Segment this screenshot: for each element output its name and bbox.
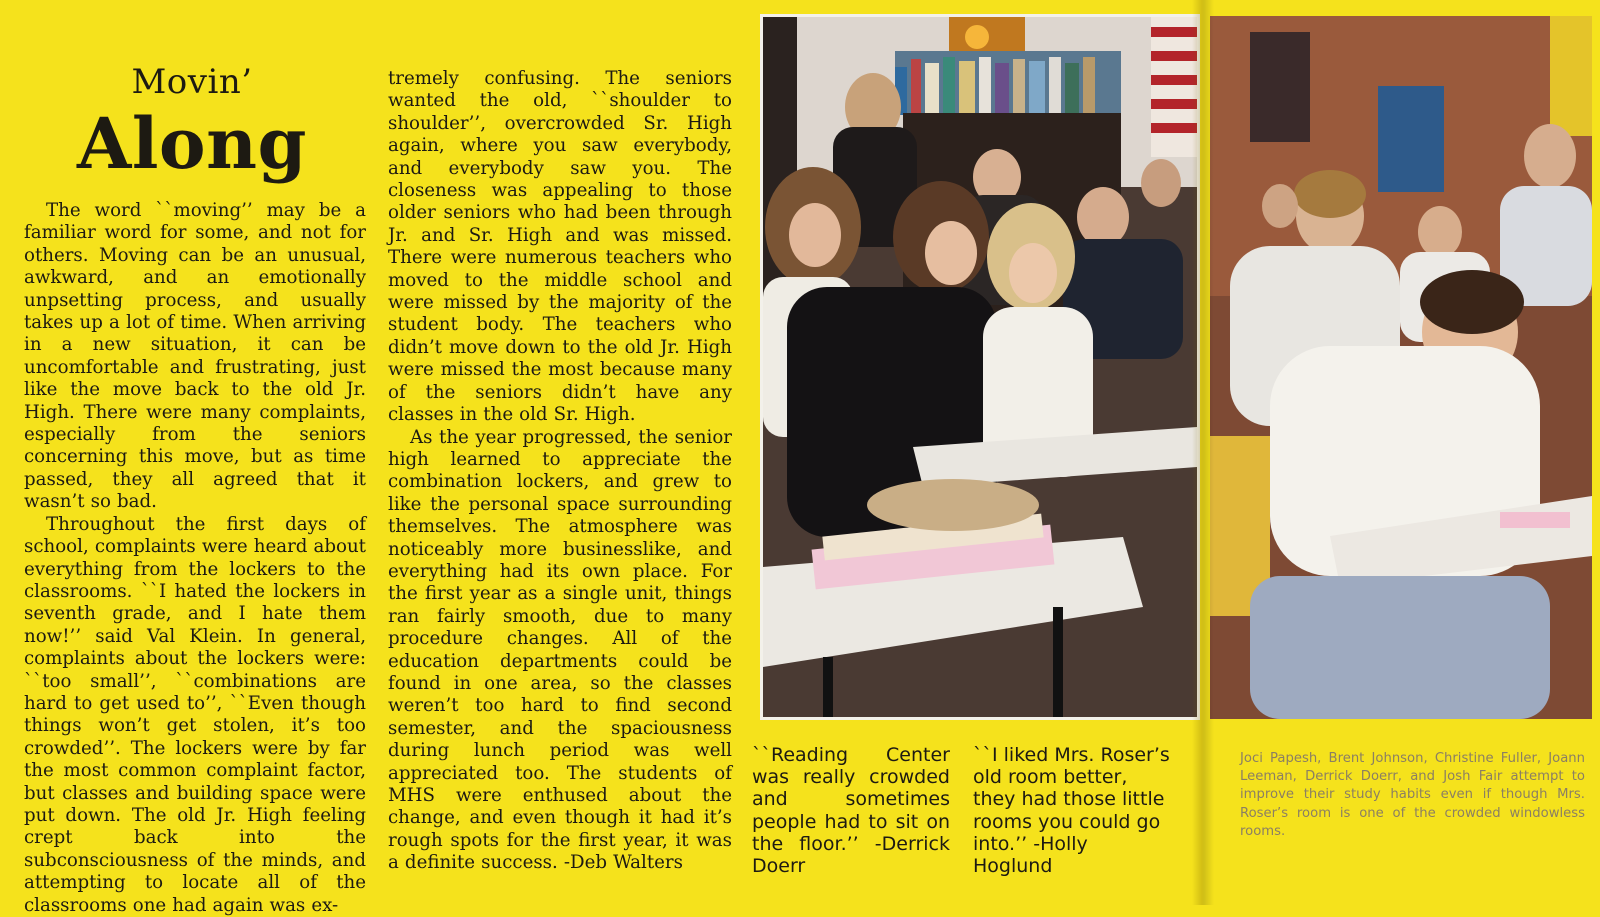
classroom-photo-right <box>1210 16 1592 719</box>
student-quote-2: ``I liked Mrs. Roser’s old room better, they had those little rooms you could go into.’’ -Holly Hoglund <box>973 744 1170 878</box>
page-gutter <box>1192 0 1214 905</box>
article-paragraph: The word ``moving’’ may be a familiar word for some, and not for others. Moving can be an unusual, awkward, and an emotionally unpsetting process, and usually takes up a lot of time. When arriving in a new situation, it can be uncomfortable and frustrating, just like the move back to the old Jr. High. There were many complaints, especially from the seniors concerning this move, but as time passed, they all agreed that it wasn’t so bad. <box>24 200 366 513</box>
article-paragraph: As the year progressed, the senior high learned to appreciate the combination lockers, and grew to like the personal space surrounding themselves. The atmosphere was noticeably more businesslike, and everything had its own place. For the first year as a single unit, things ran fairly smooth, due to many procedure changes. All of the education departments could be found in one area, so the classes weren’t too hard to find second semester, and the spaciousness during lunch period was well appreciated too. The students of MHS were enthused about the change, and even though it had it’s rough spots for the first year, it was a definite success. -Deb Walters <box>388 426 732 874</box>
photo-caption: Joci Papesh, Brent Johnson, Christine Fuller, Joann Leeman, Derrick Doerr, and Josh Fair attempt to improve their study habits even if though Mrs. Roser’s room is one of the crowded windowless rooms. <box>1240 751 1585 839</box>
article-paragraph: Throughout the first days of school, complaints were heard about everything from the lockers to the classrooms. ``I hated the lockers in seventh grade, and I hate them now!’’ said Val Klein. In general, complaints about the lockers were: ``too small’’, ``combinations are hard to get used to’’, ``Even though things won’t get stolen, it’s too crowded’’. The lockers were by far the most common complaint factor, but classes and building space were put down. The old Jr. High feeling crept back into the subconsciousness of the minds, and attempting to locate all of the classrooms one had again was ex- <box>24 513 366 916</box>
article-column-1 <box>24 200 366 917</box>
article-paragraph: tremely confusing. The seniors wanted the old, ``shoulder to shoulder’’, overcrowded Sr. High again, where you saw everybody, and everybody saw you. The closeness was appealing to those older seniors who had been through Jr. and Sr. High and was missed. There were numerous teachers who moved to the middle school and were missed by the majority of the student body. The teachers who didn’t move down to the old Jr. High were missed the most because many of the seniors didn’t have any classes in the old Sr. High. <box>388 68 732 426</box>
student-quote-1: ``Reading Center was really crowded and sometimes people had to sit on the floor.’’ -Derrick Doerr <box>752 744 950 878</box>
article-column-2 <box>388 68 732 875</box>
headline-large: Along <box>77 102 307 185</box>
classroom-photo-left <box>760 14 1200 720</box>
headline-small: Movin’ <box>131 62 253 102</box>
